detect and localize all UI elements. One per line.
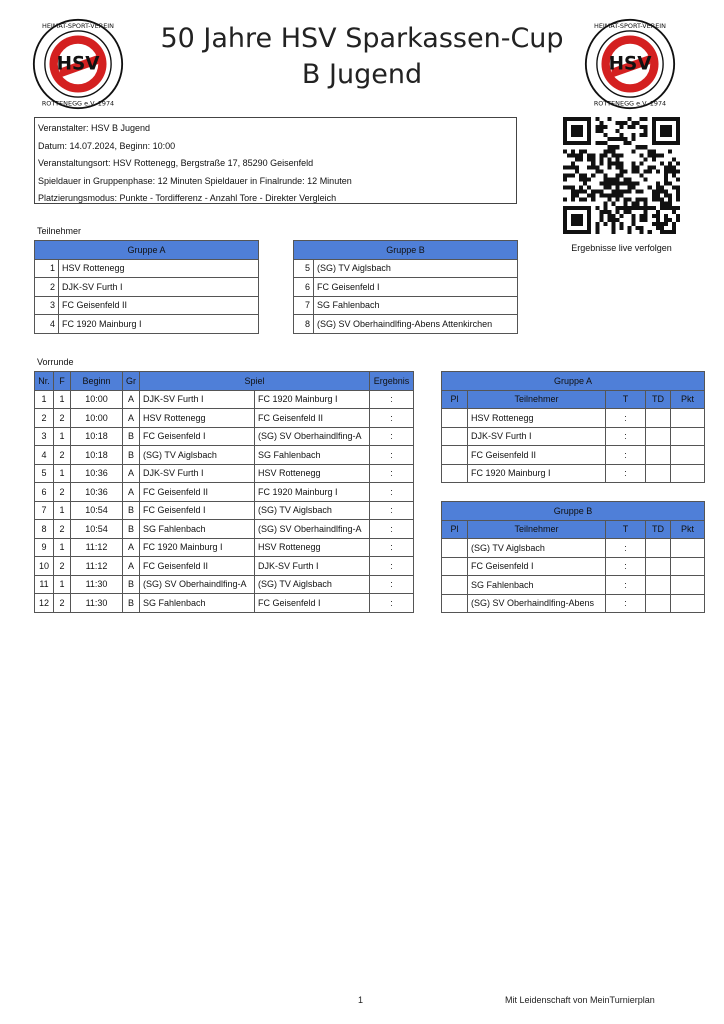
table-row: [35, 464, 414, 483]
group-letter: B: [123, 427, 140, 446]
col-goals: T: [606, 520, 646, 539]
goal-diff: [646, 539, 671, 558]
away-team: HSV Rottenegg: [255, 538, 370, 557]
prelim-label: Vorrunde: [37, 357, 74, 367]
match-number: 2: [35, 409, 54, 428]
col-team: Teilnehmer: [468, 390, 606, 409]
table-row: [35, 296, 259, 315]
team-name: HSV Rottenegg: [59, 259, 259, 278]
col-game: Spiel: [140, 372, 370, 391]
table-row: [35, 575, 414, 594]
goals: :: [606, 427, 646, 446]
goal-diff: [646, 557, 671, 576]
table-row: [35, 446, 414, 465]
group-letter: B: [123, 446, 140, 465]
info-organizer: Veranstalter: HSV B Jugend: [38, 123, 151, 133]
info-location: Veranstaltungsort: HSV Rottenegg, Bergstraße 17, 85290 Geisenfeld: [38, 158, 314, 169]
home-team: FC Geisenfeld II: [140, 557, 255, 576]
col-goal-diff: TD: [646, 390, 671, 409]
home-team: FC Geisenfeld II: [140, 483, 255, 502]
goal-diff: [646, 576, 671, 595]
start-time: 10:54: [71, 501, 123, 520]
result: :: [370, 501, 414, 520]
home-team: FC Geisenfeld I: [140, 427, 255, 446]
field-number: 2: [54, 446, 71, 465]
home-team: SG Fahlenbach: [140, 520, 255, 539]
result: :: [370, 464, 414, 483]
col-field: F: [54, 372, 71, 391]
team-number: 4: [35, 315, 59, 334]
group-letter: B: [123, 520, 140, 539]
home-team: SG Fahlenbach: [140, 594, 255, 613]
col-result: Ergebnis: [370, 372, 414, 391]
result: :: [370, 409, 414, 428]
table-row: [35, 278, 259, 297]
result: :: [370, 575, 414, 594]
group-b-header: Gruppe B: [294, 241, 518, 260]
footer-credit: Mit Leidenschaft von MeinTurnierplan: [505, 995, 655, 1005]
away-team: (SG) SV Oberhaindlfing-A: [255, 520, 370, 539]
place: [442, 409, 468, 428]
goals: :: [606, 594, 646, 613]
info-date: Datum: 14.07.2024, Beginn: 10:00: [38, 140, 176, 151]
table-row: [442, 557, 705, 576]
table-row: [294, 259, 518, 278]
home-team: FC 1920 Mainburg I: [140, 538, 255, 557]
points: [671, 576, 705, 595]
start-time: 11:30: [71, 594, 123, 613]
group-letter: A: [123, 538, 140, 557]
group-a-header: Gruppe A: [35, 241, 259, 260]
result: :: [370, 483, 414, 502]
page-subtitle: B Jugend: [301, 59, 423, 90]
group-letter: A: [123, 483, 140, 502]
info-ranking: Platzierungsmodus: Punkte - Tordifferenz - Anzahl Tore - Direkter Vergleich: [38, 193, 337, 204]
match-number: 1: [35, 390, 54, 409]
field-number: 1: [54, 390, 71, 409]
participants-label: Teilnehmer: [37, 226, 82, 236]
place: [442, 464, 468, 483]
table-row: [35, 483, 414, 502]
away-team: FC 1920 Mainburg I: [255, 390, 370, 409]
svg-text:ROTTENEGG e.V. 1974: ROTTENEGG e.V. 1974: [41, 99, 115, 108]
team-name: (SG) TV Aiglsbach: [314, 259, 518, 278]
team-name: FC Geisenfeld I: [468, 557, 606, 576]
group-letter: A: [123, 409, 140, 428]
field-number: 1: [54, 575, 71, 594]
team-name: SG Fahlenbach: [314, 296, 518, 315]
goals: :: [606, 409, 646, 428]
table-row: [35, 594, 414, 613]
team-name: FC Geisenfeld II: [468, 446, 606, 465]
match-number: 9: [35, 538, 54, 557]
club-logo-left: [32, 18, 124, 110]
col-points: Pkt: [671, 390, 705, 409]
table-row: [35, 409, 414, 428]
field-number: 2: [54, 557, 71, 576]
result: :: [370, 594, 414, 613]
field-number: 1: [54, 501, 71, 520]
goal-diff: [646, 464, 671, 483]
team-name: (SG) SV Oberhaindlfing-Abens Attenkirchen: [314, 315, 518, 334]
home-team: (SG) TV Aiglsbach: [140, 446, 255, 465]
goals: :: [606, 464, 646, 483]
info-duration: Spieldauer in Gruppenphase: 12 Minuten Spieldauer in Finalrunde: 12 Minuten: [38, 175, 352, 186]
team-number: 3: [35, 296, 59, 315]
table-row: [35, 315, 259, 334]
start-time: 11:30: [71, 575, 123, 594]
result: :: [370, 557, 414, 576]
home-team: (SG) SV Oberhaindlfing-A: [140, 575, 255, 594]
team-name: (SG) SV Oberhaindlfing-Abens: [468, 594, 606, 613]
col-nr: Nr.: [35, 372, 54, 391]
table-row: [35, 390, 414, 409]
points: [671, 427, 705, 446]
col-points: Pkt: [671, 520, 705, 539]
place: [442, 446, 468, 465]
team-name: FC Geisenfeld I: [314, 278, 518, 297]
goal-diff: [646, 594, 671, 613]
page-number: 1: [358, 995, 364, 1005]
table-row: [294, 315, 518, 334]
qr-code[interactable]: [563, 117, 680, 234]
match-number: 4: [35, 446, 54, 465]
team-name: HSV Rottenegg: [468, 409, 606, 428]
match-number: 7: [35, 501, 54, 520]
col-group: Gr: [123, 372, 140, 391]
team-number: 2: [35, 278, 59, 297]
field-number: 2: [54, 594, 71, 613]
page-title: 50 Jahre HSV Sparkassen-Cup: [160, 23, 564, 54]
col-place: Pl: [442, 390, 468, 409]
start-time: 10:36: [71, 483, 123, 502]
away-team: DJK-SV Furth I: [255, 557, 370, 576]
table-row: [35, 557, 414, 576]
svg-text:HSV: HSV: [608, 53, 652, 75]
schedule-table: [34, 371, 414, 613]
start-time: 10:00: [71, 409, 123, 428]
table-row: [35, 259, 259, 278]
col-goal-diff: TD: [646, 520, 671, 539]
place: [442, 557, 468, 576]
start-time: 10:18: [71, 446, 123, 465]
field-number: 1: [54, 464, 71, 483]
svg-text:ROTTENEGG e.V. 1974: ROTTENEGG e.V. 1974: [593, 99, 667, 108]
start-time: 10:18: [71, 427, 123, 446]
table-row: [35, 520, 414, 539]
team-name: DJK-SV Furth I: [59, 278, 259, 297]
start-time: 10:00: [71, 390, 123, 409]
table-row: [35, 538, 414, 557]
col-place: Pl: [442, 520, 468, 539]
field-number: 1: [54, 538, 71, 557]
table-row: [442, 446, 705, 465]
team-name: SG Fahlenbach: [468, 576, 606, 595]
goals: :: [606, 539, 646, 558]
away-team: FC Geisenfeld II: [255, 409, 370, 428]
goals: :: [606, 446, 646, 465]
table-row: [442, 427, 705, 446]
standings-group-a: [441, 371, 705, 483]
table-row: [294, 278, 518, 297]
team-number: 6: [294, 278, 314, 297]
points: [671, 446, 705, 465]
field-number: 2: [54, 409, 71, 428]
match-number: 3: [35, 427, 54, 446]
goal-diff: [646, 409, 671, 428]
place: [442, 539, 468, 558]
svg-text:HSV: HSV: [56, 53, 100, 75]
result: :: [370, 427, 414, 446]
group-letter: B: [123, 575, 140, 594]
away-team: (SG) TV Aiglsbach: [255, 575, 370, 594]
svg-text:HEIMAT-SPORT-VEREIN: HEIMAT-SPORT-VEREIN: [594, 22, 666, 31]
standings-group-b: [441, 501, 705, 613]
away-team: (SG) SV Oberhaindlfing-A: [255, 427, 370, 446]
place: [442, 594, 468, 613]
team-name: FC 1920 Mainburg I: [468, 464, 606, 483]
field-number: 1: [54, 427, 71, 446]
match-number: 12: [35, 594, 54, 613]
field-number: 2: [54, 520, 71, 539]
team-number: 1: [35, 259, 59, 278]
match-number: 5: [35, 464, 54, 483]
participants-group-a: [34, 240, 259, 334]
qr-caption: Ergebnisse live verfolgen: [571, 243, 672, 253]
goal-diff: [646, 446, 671, 465]
col-team: Teilnehmer: [468, 520, 606, 539]
team-name: (SG) TV Aiglsbach: [468, 539, 606, 558]
goals: :: [606, 557, 646, 576]
home-team: HSV Rottenegg: [140, 409, 255, 428]
goals: :: [606, 576, 646, 595]
field-number: 2: [54, 483, 71, 502]
away-team: FC Geisenfeld I: [255, 594, 370, 613]
start-time: 11:12: [71, 557, 123, 576]
home-team: DJK-SV Furth I: [140, 464, 255, 483]
team-name: DJK-SV Furth I: [468, 427, 606, 446]
result: :: [370, 446, 414, 465]
participants-group-b: [293, 240, 518, 334]
group-letter: A: [123, 390, 140, 409]
table-row: [442, 409, 705, 428]
points: [671, 594, 705, 613]
table-row: [442, 539, 705, 558]
table-row: [442, 594, 705, 613]
match-number: 11: [35, 575, 54, 594]
table-row: [442, 464, 705, 483]
group-letter: A: [123, 464, 140, 483]
result: :: [370, 520, 414, 539]
away-team: (SG) TV Aiglsbach: [255, 501, 370, 520]
home-team: FC Geisenfeld I: [140, 501, 255, 520]
table-row: [35, 501, 414, 520]
home-team: DJK-SV Furth I: [140, 390, 255, 409]
col-start: Beginn: [71, 372, 123, 391]
away-team: SG Fahlenbach: [255, 446, 370, 465]
away-team: HSV Rottenegg: [255, 464, 370, 483]
team-number: 8: [294, 315, 314, 334]
group-letter: B: [123, 594, 140, 613]
col-goals: T: [606, 390, 646, 409]
goal-diff: [646, 427, 671, 446]
standings-b-title: Gruppe B: [442, 502, 705, 521]
group-letter: A: [123, 557, 140, 576]
place: [442, 427, 468, 446]
match-number: 6: [35, 483, 54, 502]
team-number: 7: [294, 296, 314, 315]
match-number: 8: [35, 520, 54, 539]
table-row: [35, 427, 414, 446]
match-number: 10: [35, 557, 54, 576]
group-letter: B: [123, 501, 140, 520]
svg-text:HEIMAT-SPORT-VEREIN: HEIMAT-SPORT-VEREIN: [42, 22, 114, 31]
start-time: 11:12: [71, 538, 123, 557]
points: [671, 539, 705, 558]
standings-a-title: Gruppe A: [442, 372, 705, 391]
start-time: 10:36: [71, 464, 123, 483]
result: :: [370, 390, 414, 409]
table-row: [442, 576, 705, 595]
table-row: [294, 296, 518, 315]
result: :: [370, 538, 414, 557]
points: [671, 409, 705, 428]
place: [442, 576, 468, 595]
team-number: 5: [294, 259, 314, 278]
start-time: 10:54: [71, 520, 123, 539]
tournament-info-box: [34, 117, 517, 204]
away-team: FC 1920 Mainburg I: [255, 483, 370, 502]
points: [671, 464, 705, 483]
team-name: FC Geisenfeld II: [59, 296, 259, 315]
team-name: FC 1920 Mainburg I: [59, 315, 259, 334]
points: [671, 557, 705, 576]
